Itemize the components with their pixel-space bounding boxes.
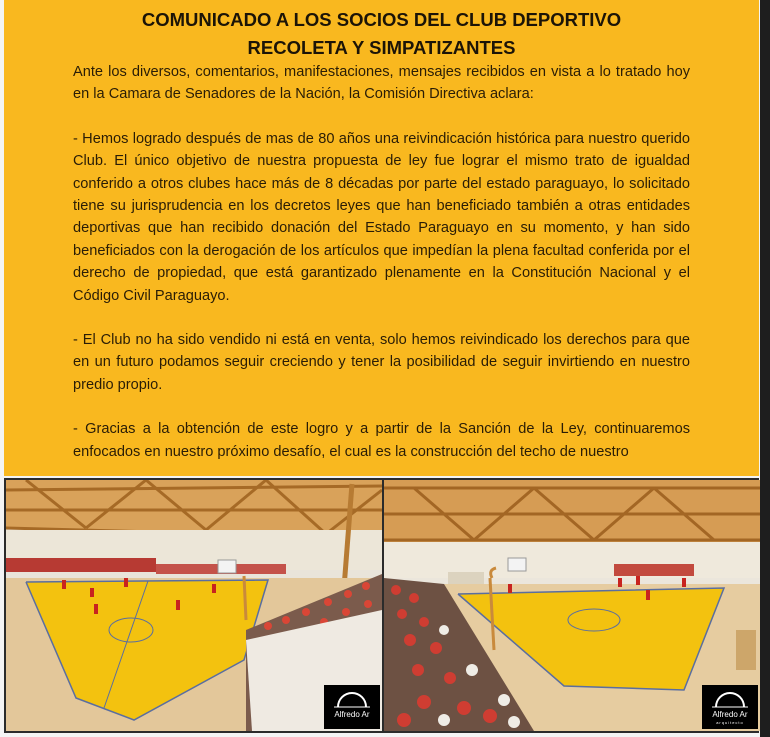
notice-title [4, 6, 759, 62]
render-strip [4, 478, 759, 733]
court-render-right [384, 480, 760, 731]
notice-paragraph-intro: Ante los diversos, comentarios, manifestaciones, mensajes recibidos en vista a lo tratado hoy en la Camara de Senadores de la Nación, la Comisión Directiva aclara: [73, 64, 690, 103]
architect-logo-name: Alfredo Ar [334, 710, 370, 719]
architect-logo-arch-icon [712, 689, 748, 709]
viewer-edge [760, 0, 770, 737]
court-render-left [6, 480, 382, 731]
notice-title-line-2: RECOLETA Y SIMPATIZANTES [247, 37, 516, 58]
architect-logo-left [324, 685, 380, 729]
notice-paragraph-techo: - Gracias a la obtención de este logro y a partir de la Sanción de la Ley, continuaremos enfocados en nuestro próximo desafío, el cual es la construcción del techo de nuestro [73, 421, 690, 460]
notice-title-line-1: COMUNICADO A LOS SOCIOS DEL CLUB DEPORTIVO [141, 9, 622, 30]
notice-paragraph-reivindicacion: - Hemos logrado después de mas de 80 años una reivindicación histórica para nuestro querido Club. El único objetivo de nuestra propuesta de ley fue lograr el mismo trato de igualdad conferido a otros clubes hace más de 8 décadas por parte del estado paraguayo, lo solicitado tiene su jurisprudencia en los decretos leyes que han beneficiado también a otras entidades deportivas que han recibido donación del Estado Paraguayo en su momento, y han sido beneficiados con la derogación de los artículos que impedían la plena facultad conferida por el derecho de propiedad, que está garantizado plenamente en la Constitución Nacional y el Código Civil Paraguayo. [73, 130, 690, 304]
architect-logo-arch-icon [334, 689, 370, 709]
architect-logo-subtext: arquitecto [716, 720, 744, 725]
architect-logo-right [702, 685, 758, 729]
architect-logo-name: Alfredo Ar [712, 710, 748, 719]
notice-panel [4, 0, 759, 476]
notice-paragraph-no-venta: - El Club no ha sido vendido ni está en venta, solo hemos reivindicado los derechos para que en un futuro podamos seguir creciendo y tener la posibilidad de seguir invirtiendo en nuestro predio propio. [73, 332, 690, 393]
notice-body [73, 61, 690, 476]
